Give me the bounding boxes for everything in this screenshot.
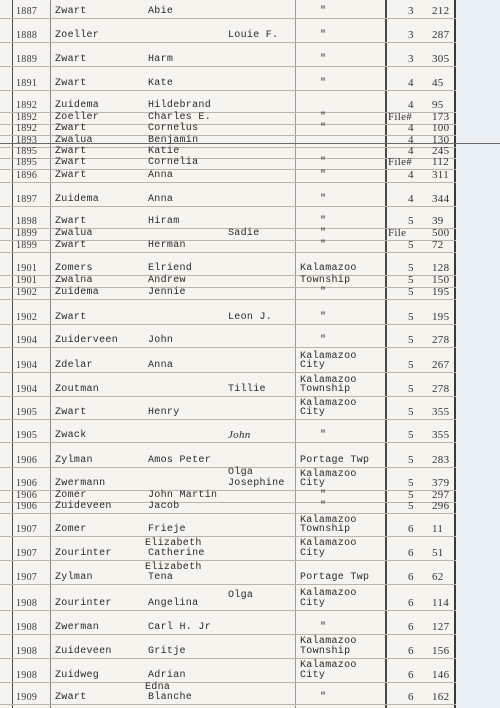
record-place: " [320,170,327,181]
record-volume: 4 [408,134,414,146]
record-given-name: Cornelia [148,157,199,168]
record-page: 112 [432,156,449,168]
record-given-name: Jennie [148,287,186,298]
record-place: Portage Twp [300,455,370,466]
record-volume: File# [388,156,413,168]
record-given-name: John [148,335,174,346]
record-year: 1902 [16,312,38,323]
row-rule [0,66,456,67]
row-rule [0,396,456,397]
record-place: " [320,335,327,346]
record-year: 1896 [16,170,38,181]
record-page: 195 [432,311,450,323]
record-year: 1891 [16,78,38,89]
record-given-name: Jacob [148,501,180,512]
record-surname: Zourinter [55,548,112,559]
record-volume: 5 [408,454,414,466]
record-page: 130 [432,134,450,146]
record-page: 128 [432,262,450,274]
record-year: 1906 [16,478,38,489]
record-page: 267 [432,359,450,371]
record-year: 1888 [16,30,38,41]
record-year: 1908 [16,598,38,609]
row-rule [0,252,456,253]
record-page: 245 [432,145,450,157]
record-place: " [320,622,327,633]
record-page: 287 [432,29,450,41]
record-volume: 4 [408,77,414,89]
row-rule [0,704,456,705]
record-surname: Zuideveen [55,646,112,657]
record-surname: Zoeller [55,30,100,41]
record-middle-name: John [228,429,251,441]
record-volume: 6 [408,547,414,559]
record-page: 162 [432,691,450,703]
row-rule [0,634,456,635]
row-rule [0,324,456,325]
row-rule [0,90,456,91]
record-year: 1901 [16,275,38,286]
record-surname: Zwack [55,430,87,441]
record-surname: Zwalua [55,228,93,239]
record-volume: 5 [408,406,414,418]
record-page: 297 [432,489,450,501]
record-volume: 6 [408,597,414,609]
record-year: 1909 [16,692,38,703]
record-page: 45 [432,77,444,89]
record-page: 114 [432,597,449,609]
record-year: 1902 [16,287,38,298]
record-given-name: Catherine [148,548,205,559]
record-given-name: Anna [148,360,174,371]
record-surname: Zourinter [55,598,112,609]
record-page: 500 [432,227,450,239]
record-year: 1907 [16,572,38,583]
record-volume: 5 [408,429,414,441]
record-place: " [320,430,327,441]
volume-column-rule [385,0,387,708]
record-year: 1905 [16,407,38,418]
record-page: 156 [432,645,450,657]
record-page: 11 [432,523,444,535]
record-volume: 5 [408,383,414,395]
record-place: Township [300,384,351,395]
record-given-name: Henry [148,407,180,418]
record-page: 355 [432,406,450,418]
record-year: 1889 [16,54,38,65]
record-page: 311 [432,169,449,181]
record-surname: Zwart [55,123,87,134]
record-extra-line: Kalamazoo [300,375,357,386]
record-extra-line: Kalamazoo [300,660,357,671]
record-given-name: Kate [148,78,174,89]
record-page: 344 [432,193,450,205]
record-page: 305 [432,53,450,65]
record-given-name: Gritje [148,646,186,657]
row-rule [0,658,456,659]
record-surname: Zuidema [55,287,100,298]
record-place: City [300,478,326,489]
record-given-name: Abie [148,6,174,17]
record-place: " [320,240,327,251]
record-place: City [300,407,326,418]
record-surname: Zuiderveen [55,335,119,346]
record-year: 1892 [16,123,38,134]
record-volume: File# [388,111,413,123]
record-surname: Zdelar [55,360,93,371]
record-place: " [320,287,327,298]
record-year: 1906 [16,490,38,501]
record-volume: 5 [408,274,414,286]
row-rule [0,560,456,561]
record-volume: 5 [408,239,414,251]
row-rule [0,18,456,19]
record-place: Township [300,524,351,535]
record-year: 1899 [16,228,38,239]
record-year: 1908 [16,670,38,681]
record-place: City [300,548,326,559]
record-year: 1892 [16,112,38,123]
record-volume: 5 [408,311,414,323]
record-surname: Zylman [55,455,93,466]
record-year: 1898 [16,216,38,227]
row-rule [0,513,456,514]
record-extra-line: Kalamazoo [300,636,357,647]
record-given-name: Harm [148,54,174,65]
record-surname: Zwart [55,216,87,227]
record-surname: Zomers [55,263,93,274]
record-surname: Zwermann [55,478,106,489]
record-extra-line: Elizabeth [145,538,202,549]
row-rule [0,682,456,683]
record-year: 1907 [16,548,38,559]
record-extra-line: Kalamazoo [300,538,357,549]
record-given-name: Angelina [148,598,199,609]
record-place: " [320,157,327,168]
record-given-name: Cornelus [148,123,199,134]
record-place: " [320,123,327,134]
record-place: " [320,78,327,89]
record-year: 1905 [16,430,38,441]
row-rule [0,299,456,300]
record-page: 379 [432,477,450,489]
record-surname: Zoutman [55,384,100,395]
record-surname: Zomer [55,490,87,501]
record-volume: 5 [408,286,414,298]
record-page: 72 [432,239,444,251]
record-page: 39 [432,215,444,227]
record-given-name: Elriend [148,263,193,274]
record-volume: 5 [408,215,414,227]
record-page: 355 [432,429,450,441]
record-surname: Zuidema [55,194,100,205]
record-year: 1892 [16,100,38,111]
record-place: Kalamazoo [300,263,357,274]
record-extra-line: Kalamazoo [300,515,357,526]
record-place: " [320,6,327,17]
record-page: 278 [432,383,450,395]
record-place: " [320,216,327,227]
record-volume: 3 [408,5,414,17]
record-page: 283 [432,454,450,466]
record-year: 1908 [16,622,38,633]
record-given-name: Herman [148,240,186,251]
record-year: 1893 [16,135,38,146]
record-volume: 4 [408,99,414,111]
record-place: City [300,598,326,609]
record-middle-name: Leon J. [228,312,273,323]
record-volume: 3 [408,29,414,41]
record-surname: Zwart [55,54,87,65]
record-page: 212 [432,5,450,17]
record-page: 173 [432,111,450,123]
record-page: 195 [432,286,450,298]
record-extra-line: Kalamazoo [300,469,357,480]
record-place: Portage Twp [300,572,370,583]
record-page: 100 [432,122,450,134]
record-volume: 5 [408,500,414,512]
record-given-name: Anna [148,170,174,181]
record-volume: 6 [408,523,414,535]
record-volume: 6 [408,621,414,633]
left-rule [12,0,13,708]
row-rule [0,372,456,373]
record-place: " [320,501,327,512]
record-place: City [300,670,326,681]
record-extra-line: Elizabeth [145,562,202,573]
record-page: 296 [432,500,450,512]
record-middle-name: Josephine [228,478,285,489]
record-volume: File [388,227,407,239]
record-volume: 6 [408,571,414,583]
record-given-name: Anna [148,194,174,205]
record-extra-line: Edna [145,682,171,693]
row-rule [0,584,456,585]
record-surname: Zwalna [55,275,93,286]
record-volume: 4 [408,122,414,134]
record-year: 1897 [16,194,38,205]
year-column-rule [50,0,51,708]
record-volume: 6 [408,669,414,681]
record-given-name: Amos Peter [148,455,212,466]
record-place: " [320,54,327,65]
row-rule [0,182,456,183]
record-middle-name: Tillie [228,384,266,395]
record-extra-line: Kalamazoo [300,398,357,409]
row-rule [0,610,456,611]
record-given-name: Adrian [148,670,186,681]
record-volume: 3 [408,53,414,65]
record-surname: Zwart [55,170,87,181]
record-given-name: Hildebrand [148,100,212,111]
page-edge [456,0,500,708]
record-given-name: Andrew [148,275,186,286]
record-surname: Zoeller [55,112,100,123]
record-volume: 5 [408,359,414,371]
record-year: 1887 [16,6,38,17]
record-extra-line: Olga [228,467,254,478]
record-middle-name: Sadie [228,228,260,239]
record-year: 1899 [16,240,38,251]
row-rule [0,347,456,348]
record-page: 127 [432,621,450,633]
record-year: 1907 [16,524,38,535]
record-surname: Zylman [55,572,93,583]
record-year: 1904 [16,384,38,395]
row-rule [0,419,456,420]
record-place: City [300,360,326,371]
record-volume: 5 [408,489,414,501]
record-year: 1904 [16,335,38,346]
record-given-name: Charles E. [148,112,212,123]
row-rule [0,206,456,207]
record-volume: 4 [408,145,414,157]
record-surname: Zwalua [55,135,93,146]
place-column-rule [295,0,296,708]
record-given-name: Tena [148,572,174,583]
record-volume: 6 [408,645,414,657]
record-place: Township [300,646,351,657]
record-surname: Zwart [55,6,87,17]
record-volume: 6 [408,691,414,703]
record-place: " [320,312,327,323]
record-surname: Zwerman [55,622,100,633]
record-year: 1895 [16,157,38,168]
record-given-name: Katie [148,146,180,157]
right-rule [454,0,456,708]
record-volume: 5 [408,334,414,346]
row-rule [0,442,456,443]
record-year: 1895 [16,146,38,157]
record-given-name: Hiram [148,216,180,227]
record-place: " [320,228,327,239]
record-middle-name: Louie F. [228,30,279,41]
record-page: 95 [432,99,444,111]
record-place: " [320,490,327,501]
record-page: 146 [432,669,450,681]
record-place: Township [300,275,351,286]
record-extra-line: Kalamazoo [300,351,357,362]
record-place: " [320,692,327,703]
record-extra-line: Kalamazoo [300,588,357,599]
record-given-name: Benjamin [148,135,199,146]
record-year: 1906 [16,501,38,512]
record-page: 51 [432,547,444,559]
record-surname: Zomer [55,524,87,535]
record-surname: Zuidema [55,100,100,111]
record-page: 62 [432,571,444,583]
record-year: 1904 [16,360,38,371]
record-surname: Zwart [55,240,87,251]
record-volume: 5 [408,262,414,274]
record-surname: Zwart [55,407,87,418]
record-year: 1906 [16,455,38,466]
record-place: " [320,30,327,41]
record-page: 278 [432,334,450,346]
record-page: 150 [432,274,450,286]
record-given-name: Carl H. Jr [148,622,212,633]
row-rule [0,536,456,537]
record-volume: 4 [408,193,414,205]
record-surname: Zuideveen [55,501,112,512]
record-surname: Zwart [55,78,87,89]
record-given-name: John Martin [148,490,218,501]
record-surname: Zwart [55,157,87,168]
record-extra-line: Olga [228,590,254,601]
record-year: 1908 [16,646,38,657]
record-surname: Zwart [55,312,87,323]
record-surname: Zwart [55,692,87,703]
row-rule [0,42,456,43]
record-surname: Zuidweg [55,670,100,681]
record-given-name: Blanche [148,692,193,703]
record-surname: Zwart [55,146,87,157]
record-volume: 4 [408,169,414,181]
record-volume: 5 [408,477,414,489]
record-year: 1901 [16,263,38,274]
record-place: " [320,112,327,123]
record-place: " [320,194,327,205]
record-given-name: Frieje [148,524,186,535]
